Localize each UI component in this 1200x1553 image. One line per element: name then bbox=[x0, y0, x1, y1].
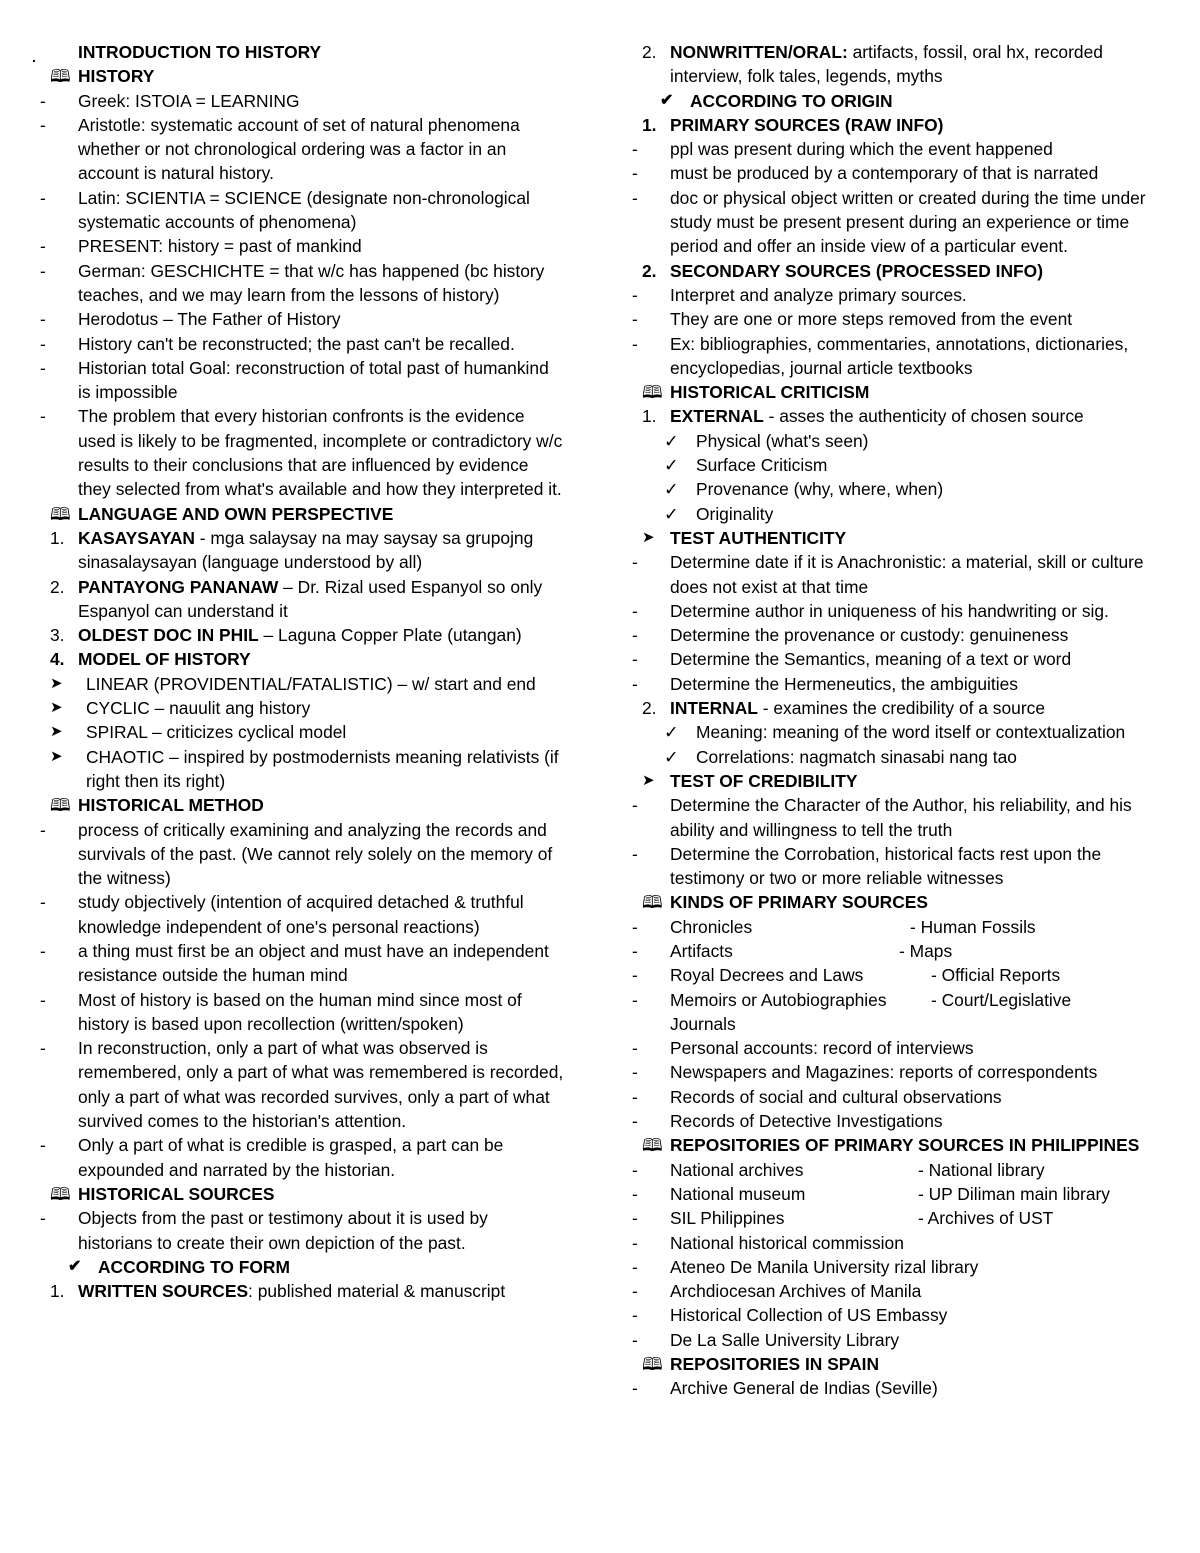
doc-title: INTRODUCTION TO HISTORY bbox=[78, 42, 322, 62]
check-item: ✓ Originality bbox=[628, 502, 1173, 526]
dash-bullet: - bbox=[632, 139, 638, 160]
numbered-item: 2. PANTAYONG PANANAW – Dr. Rizal used Espanyol so only Espanyol can understand it bbox=[50, 576, 543, 621]
list-item: ➤ CYCLIC – nauulit ang history bbox=[36, 696, 566, 720]
dash-bullet: - bbox=[632, 1159, 638, 1180]
section-heading: HISTORY bbox=[78, 66, 155, 87]
numbered-item: 2. INTERNAL - examines the credibility of a source bbox=[642, 698, 1045, 719]
subheading-credibility: ➤ TEST OF CREDIBILITY bbox=[628, 769, 1173, 793]
dash-bullet: - bbox=[632, 989, 638, 1010]
section-method bbox=[36, 793, 566, 817]
dash-bullet: - bbox=[632, 916, 638, 937]
numbered-item: 1. KASAYSAYAN - mga salaysay na may saysay sa grupojng sinasalaysayan (language understood by all) bbox=[50, 527, 534, 573]
arrow-bullet-icon: ➤ bbox=[642, 528, 655, 546]
numbered-item: 2. NONWRITTEN/ORAL: artifacts, fossil, oral hx, recorded interview, folk tales, legends, myths bbox=[642, 42, 1103, 87]
list-item: - Archive General de Indias (Seville) bbox=[628, 1376, 1173, 1400]
section-criticism bbox=[628, 380, 1173, 404]
dash-bullet: - bbox=[40, 819, 46, 840]
dash-bullet: - bbox=[632, 552, 638, 573]
list-item: - Determine the Corrobation, historical facts rest upon the testimony or two or more reliable witnesses bbox=[632, 843, 1102, 889]
list-item: - Determine author in uniqueness of his handwriting or sig. bbox=[628, 599, 1173, 623]
list-item: - The problem that every historian confronts is the evidence used is likely to be fragmented, incomplete or contradictory w/c results to their conclusions that are influenced by evidence they selected from what's available and how they interpreted it. bbox=[40, 406, 563, 500]
numbered-item: 2. SECONDARY SOURCES (PROCESSED INFO) bbox=[642, 260, 1043, 281]
dash-bullet: - bbox=[40, 187, 46, 208]
list-item: - Determine date if it is Anachronistic: a material, skill or culture does not exist at that time bbox=[632, 552, 1144, 597]
dash-bullet: - bbox=[632, 1183, 638, 1204]
section-heading: HISTORICAL METHOD bbox=[78, 795, 264, 816]
list-item: - Ex: bibliographies, commentaries, annotations, dictionaries, encyclopedias, journal article textbooks bbox=[632, 333, 1129, 378]
list-item: - Interpret and analyze primary sources. bbox=[628, 283, 1173, 307]
section-heading: HISTORICAL CRITICISM bbox=[670, 382, 870, 403]
list-item: - process of critically examining and analyzing the records and survivals of the past. (We cannot rely solely on the memory of the witness) bbox=[40, 819, 553, 889]
section-heading: REPOSITORIES IN SPAIN bbox=[670, 1354, 880, 1375]
list-item: - doc or physical object written or created during the time under study must be present present during an experience or time period and offer an inside view of a particular event. bbox=[632, 187, 1146, 257]
dash-bullet: - bbox=[632, 965, 638, 986]
dash-bullet: - bbox=[40, 114, 46, 135]
section-repo-ph bbox=[628, 1133, 1173, 1157]
list-item: - Herodotus – The Father of History bbox=[36, 307, 566, 331]
dash-bullet: - bbox=[40, 1208, 46, 1229]
dash-bullet: - bbox=[632, 1281, 638, 1302]
section-history bbox=[36, 64, 566, 88]
dash-bullet: - bbox=[632, 940, 638, 961]
list-item: - SIL Philippines - Archives of UST bbox=[628, 1206, 1173, 1230]
list-item: - must be produced by a contemporary of that is narrated bbox=[628, 161, 1173, 185]
numbered-item: 1. WRITTEN SOURCES: published material & manuscript bbox=[50, 1281, 506, 1302]
dash-bullet: - bbox=[40, 309, 46, 330]
checkmark-icon: ✓ bbox=[664, 455, 679, 476]
right-column bbox=[628, 40, 1173, 1401]
list-item: - study objectively (intention of acquired detached & truthful knowledge independent of one's personal reactions) bbox=[40, 892, 524, 937]
list-item: - Archdiocesan Archives of Manila bbox=[628, 1279, 1173, 1303]
book-bullet-icon: 🕮 bbox=[642, 382, 663, 403]
dash-bullet: - bbox=[632, 309, 638, 330]
checkmark-icon: ✓ bbox=[664, 503, 679, 524]
book-bullet-icon: 🕮 bbox=[50, 795, 71, 816]
list-item: - National historical commission bbox=[628, 1231, 1173, 1255]
dash-bullet: - bbox=[632, 284, 638, 305]
book-bullet-icon: 🕮 bbox=[642, 892, 663, 913]
dash-bullet: - bbox=[632, 1305, 638, 1326]
list-item: - ppl was present during which the event happened bbox=[628, 137, 1173, 161]
arrow-bullet-icon: ➤ bbox=[50, 674, 63, 692]
section-repo-es bbox=[628, 1352, 1173, 1376]
dash-bullet: - bbox=[40, 357, 46, 378]
dash-bullet: - bbox=[40, 1038, 46, 1059]
left-column bbox=[32, 40, 566, 1303]
check-item: ✓ Surface Criticism bbox=[628, 453, 1173, 477]
list-item: - Records of Detective Investigations bbox=[628, 1109, 1173, 1133]
dash-bullet: - bbox=[40, 1135, 46, 1156]
check-item: ✓ Provenance (why, where, when) bbox=[628, 477, 1173, 501]
list-item: - Memoirs or Autobiographies - Court/Legislative bbox=[628, 988, 1173, 1012]
list-item: ➤ SPIRAL – criticizes cyclical model bbox=[36, 720, 566, 744]
checkmark-icon: ✔ bbox=[68, 1257, 82, 1275]
dash-bullet: - bbox=[632, 1256, 638, 1277]
stray-dot: . bbox=[32, 49, 36, 65]
dash-bullet: - bbox=[632, 1329, 638, 1350]
section-heading: LANGUAGE AND OWN PERSPECTIVE bbox=[78, 503, 394, 524]
arrow-bullet-icon: ➤ bbox=[50, 723, 63, 741]
book-bullet-icon: 🕮 bbox=[642, 1354, 663, 1375]
list-item: - Latin: SCIENTIA = SCIENCE (designate non-chronological systematic accounts of phenomena) bbox=[40, 187, 530, 233]
list-item: - a thing must first be an object and must have an independent resistance outside the human mind bbox=[40, 940, 549, 986]
numbered-item: 1. EXTERNAL - asses the authenticity of chosen source bbox=[642, 406, 1084, 427]
section-heading: KINDS OF PRIMARY SOURCES bbox=[670, 892, 928, 913]
dash-bullet: - bbox=[632, 1111, 638, 1132]
dash-bullet: - bbox=[632, 1086, 638, 1107]
list-item: - National museum - UP Diliman main library bbox=[628, 1182, 1173, 1206]
section-heading: REPOSITORIES OF PRIMARY SOURCES IN PHILIPPINES bbox=[670, 1135, 1140, 1156]
section-sources bbox=[36, 1182, 566, 1206]
list-item: - Personal accounts: record of interviews bbox=[628, 1036, 1173, 1060]
checkmark-icon: ✓ bbox=[664, 430, 679, 451]
list-item: - Objects from the past or testimony about it is used by historians to create their own depiction of the past. bbox=[40, 1208, 488, 1253]
check-item: ✓ Correlations: nagmatch sinasabi nang tao bbox=[628, 745, 1173, 769]
list-item: - Most of history is based on the human mind since most of history is based upon recollection (written/spoken) bbox=[40, 989, 522, 1034]
arrow-bullet-icon: ➤ bbox=[50, 747, 63, 765]
list-item: - Newspapers and Magazines: reports of correspondents bbox=[628, 1060, 1173, 1084]
book-bullet-icon: 🕮 bbox=[642, 1135, 663, 1156]
list-item: - History can't be reconstructed; the past can't be recalled. bbox=[36, 332, 566, 356]
list-item: - De La Salle University Library bbox=[628, 1328, 1173, 1352]
dash-bullet: - bbox=[40, 236, 46, 257]
subheading-authenticity: ➤ TEST AUTHENTICITY bbox=[628, 526, 1173, 550]
list-item: - They are one or more steps removed from the event bbox=[628, 307, 1173, 331]
list-item: - PRESENT: history = past of mankind bbox=[36, 234, 566, 258]
list-item: - National archives - National library bbox=[628, 1158, 1173, 1182]
book-bullet-icon: 🕮 bbox=[50, 1183, 71, 1204]
list-item: - Only a part of what is credible is grasped, a part can be expounded and narrated by the historian. bbox=[40, 1135, 504, 1180]
numbered-item: 4. MODEL OF HISTORY bbox=[50, 649, 251, 670]
dash-bullet: - bbox=[632, 843, 638, 864]
list-item: ➤ CHAOTIC – inspired by postmodernists meaning relativists (if right then its right) bbox=[50, 746, 559, 791]
book-bullet-icon: 🕮 bbox=[50, 503, 71, 524]
dash-bullet: - bbox=[632, 333, 638, 354]
list-item: ➤ LINEAR (PROVIDENTIAL/FATALISTIC) – w/ start and end bbox=[36, 672, 566, 696]
book-bullet-icon: 🕮 bbox=[50, 66, 71, 87]
list-item: - In reconstruction, only a part of what was observed is remembered, only a part of what was remembered is recorded, only a part of what was recorded survives, only a part of what survived comes to the historian's attention. bbox=[40, 1038, 564, 1132]
list-item: - Determine the Hermeneutics, the ambiguities bbox=[628, 672, 1173, 696]
dash-bullet: - bbox=[40, 260, 46, 281]
list-item: - Ateneo De Manila University rizal library bbox=[628, 1255, 1173, 1279]
dash-bullet: - bbox=[632, 795, 638, 816]
dash-bullet: - bbox=[632, 1062, 638, 1083]
dash-bullet: - bbox=[40, 892, 46, 913]
dash-bullet: - bbox=[40, 989, 46, 1010]
arrow-bullet-icon: ➤ bbox=[50, 699, 63, 717]
list-item: - Determine the Semantics, meaning of a text or word bbox=[628, 647, 1173, 671]
check-item: ✓ Meaning: meaning of the word itself or contextualization bbox=[628, 720, 1173, 744]
subheading-form: ✔ ACCORDING TO FORM bbox=[36, 1255, 566, 1279]
dash-bullet: - bbox=[632, 1232, 638, 1253]
dash-bullet: - bbox=[632, 187, 638, 208]
list-item-cont: Journals bbox=[670, 1013, 736, 1034]
checkmark-icon: ✓ bbox=[664, 479, 679, 500]
list-item: - Royal Decrees and Laws - Official Reports bbox=[628, 963, 1173, 987]
list-item: - Greek: ISTOIA = LEARNING bbox=[36, 89, 566, 113]
list-item: - German: GESCHICHTE = that w/c has happened (bc history teaches, and we may learn from the lessons of history) bbox=[40, 260, 545, 305]
list-item: - Aristotle: systematic account of set of natural phenomena whether or not chronological ordering was a factor in an account is natural history. bbox=[40, 114, 520, 184]
checkmark-icon: ✔ bbox=[660, 91, 674, 109]
dash-bullet: - bbox=[632, 649, 638, 670]
list-item: - Historian total Goal: reconstruction of total past of humankind is impossible bbox=[40, 357, 549, 403]
list-item: - Determine the Character of the Author, his reliability, and his ability and willingness to tell the truth bbox=[632, 795, 1132, 840]
dash-bullet: - bbox=[40, 406, 46, 427]
dash-bullet: - bbox=[632, 625, 638, 646]
section-heading: HISTORICAL SOURCES bbox=[78, 1183, 275, 1204]
dash-bullet: - bbox=[632, 163, 638, 184]
dash-bullet: - bbox=[632, 1208, 638, 1229]
list-item: - Chronicles - Human Fossils bbox=[628, 915, 1173, 939]
dash-bullet: - bbox=[40, 333, 46, 354]
list-item: - Determine the provenance or custody: genuineness bbox=[628, 623, 1173, 647]
subheading-origin: ✔ ACCORDING TO ORIGIN bbox=[628, 89, 1173, 113]
dash-bullet: - bbox=[632, 1038, 638, 1059]
section-language bbox=[36, 502, 566, 526]
checkmark-icon: ✓ bbox=[664, 722, 679, 743]
section-kinds bbox=[628, 890, 1173, 914]
list-item: - Records of social and cultural observations bbox=[628, 1085, 1173, 1109]
list-item: - Historical Collection of US Embassy bbox=[628, 1303, 1173, 1327]
check-item: ✓ Physical (what's seen) bbox=[628, 429, 1173, 453]
numbered-item: 1. PRIMARY SOURCES (RAW INFO) bbox=[642, 114, 944, 135]
dash-bullet: - bbox=[632, 600, 638, 621]
dash-bullet: - bbox=[40, 940, 46, 961]
checkmark-icon: ✓ bbox=[664, 746, 679, 767]
arrow-bullet-icon: ➤ bbox=[642, 771, 655, 789]
list-item: - Artifacts - Maps bbox=[628, 939, 1173, 963]
numbered-item: 3. OLDEST DOC IN PHIL – Laguna Copper Plate (utangan) bbox=[50, 625, 522, 646]
dash-bullet: - bbox=[632, 1378, 638, 1399]
dash-bullet: - bbox=[632, 673, 638, 694]
dash-bullet: - bbox=[40, 90, 46, 111]
doc-title-line bbox=[32, 40, 566, 65]
